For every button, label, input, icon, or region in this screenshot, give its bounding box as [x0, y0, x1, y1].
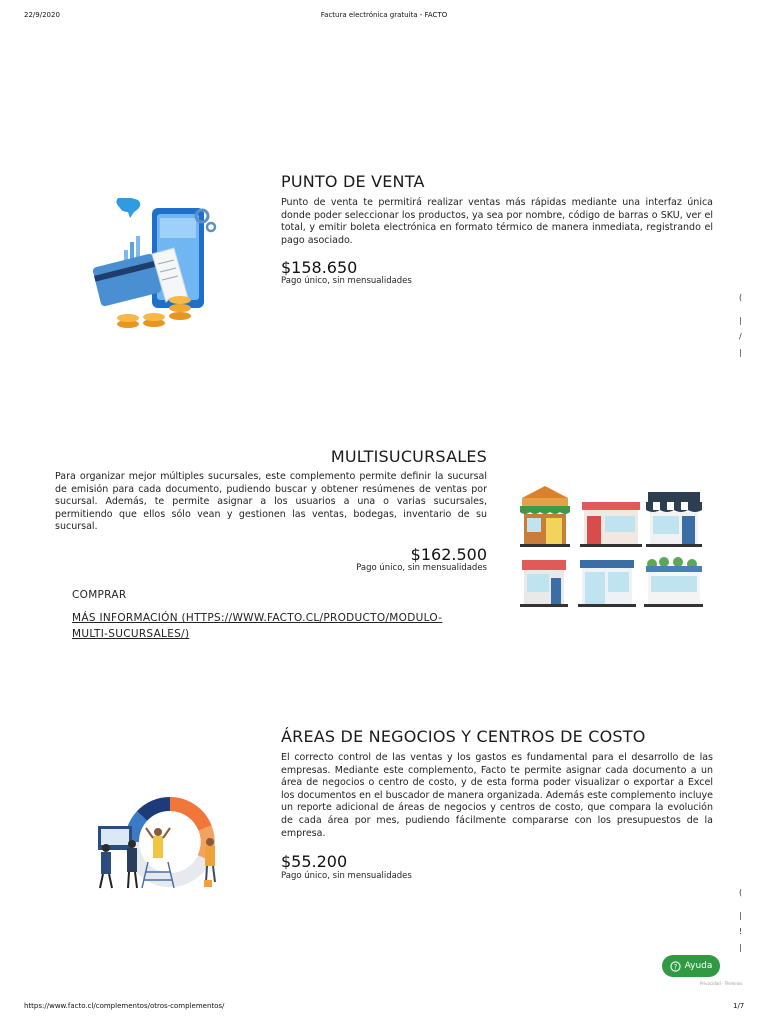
page-number: 1/7: [733, 1002, 745, 1010]
clipped-edge-text: |: [739, 316, 742, 325]
store-icon: [520, 486, 570, 547]
svg-text:?: ?: [673, 962, 677, 971]
recaptcha-legal[interactable]: Privacidad · Términos: [700, 981, 743, 986]
multi-branch-price-note: Pago único, sin mensualidades: [356, 563, 487, 573]
store-icon: [580, 502, 642, 547]
store-icon: [644, 557, 703, 607]
print-date: 22/9/2020: [24, 11, 60, 19]
clipped-edge-text: |: [739, 943, 742, 952]
pos-description: Punto de venta te permitirá realizar ventas más rápidas mediante una interfaz única donde poder seleccionar los productos, ya sea por nombre, código de barras o SKU, ver el total, y emitir boleta electrónica en formato térmico de manera inmediata, registrando el pago asociado.: [281, 197, 713, 246]
business-areas-price-note: Pago único, sin mensualidades: [281, 871, 412, 881]
multi-branch-section-title: MULTISUCURSALES: [330, 447, 487, 466]
business-areas-illustration: [92, 790, 227, 890]
business-areas-description: El correcto control de las ventas y los gastos es fundamental para el desarrollo de las empresas. Mediante este complemento, Facto te permite asignar cada documento a un área de negocios o centro de costo, y de esta forma poder visualizar o exportar a Excel los documentos en el buscador de manera organizada. Además este complemento incluye un reporte adicional de áreas de negocios y centros de costo, que compara la evolución de cada área por mes, pudiendo fácilmente compararse con los presupuestos de la empresa.: [281, 752, 713, 839]
business-areas-price: $55.200: [281, 852, 348, 871]
clipped-edge-text: /: [739, 332, 742, 341]
help-button[interactable]: [662, 955, 720, 977]
stores-illustration: [518, 484, 703, 612]
question-circle-icon: [670, 961, 681, 972]
clipped-edge-text: (: [739, 293, 743, 302]
more-info-link-line-2[interactable]: MULTI-SUCURSALES/): [72, 628, 190, 640]
pos-price: $158.650: [281, 258, 358, 277]
clipped-edge-text: !: [739, 927, 743, 936]
help-button-label: Ayuda: [684, 961, 713, 971]
multi-branch-description: Para organizar mejor múltiples sucursales, este complemento permite definir la sucursal de emisión para cada documento, pudiendo buscar y obtener resúmenes de ventas por sucursal. Además, te permite asignar a los usuarios a una o varias sucursales, permitiendo que ellos sólo vean y gestionen las ventas, bodegas, inventario de su sucursal.: [55, 471, 487, 533]
store-icon: [646, 492, 702, 547]
multi-branch-price: $162.500: [410, 545, 487, 564]
clipped-edge-text: |: [739, 911, 742, 920]
clipped-edge-text: (: [739, 888, 743, 897]
pos-section-title: PUNTO DE VENTA: [281, 172, 425, 191]
pos-price-note: Pago único, sin mensualidades: [281, 276, 412, 286]
clipped-edge-text: |: [739, 348, 742, 357]
store-icon: [520, 560, 568, 607]
point-of-sale-illustration: [92, 198, 227, 330]
print-title: Factura electrónica gratuita - FACTO: [320, 11, 448, 19]
store-icon: [578, 560, 636, 607]
business-areas-section-title: ÁREAS DE NEGOCIOS Y CENTROS DE COSTO: [281, 727, 646, 746]
page-url: https://www.facto.cl/complementos/otros-complementos/: [24, 1002, 225, 1010]
more-info-link[interactable]: [72, 610, 442, 642]
more-info-link-line-1[interactable]: MÁS INFORMACIÓN (HTTPS://WWW.FACTO.CL/PRODUCTO/MODULO-: [72, 612, 443, 624]
buy-link[interactable]: COMPRAR: [72, 589, 127, 601]
